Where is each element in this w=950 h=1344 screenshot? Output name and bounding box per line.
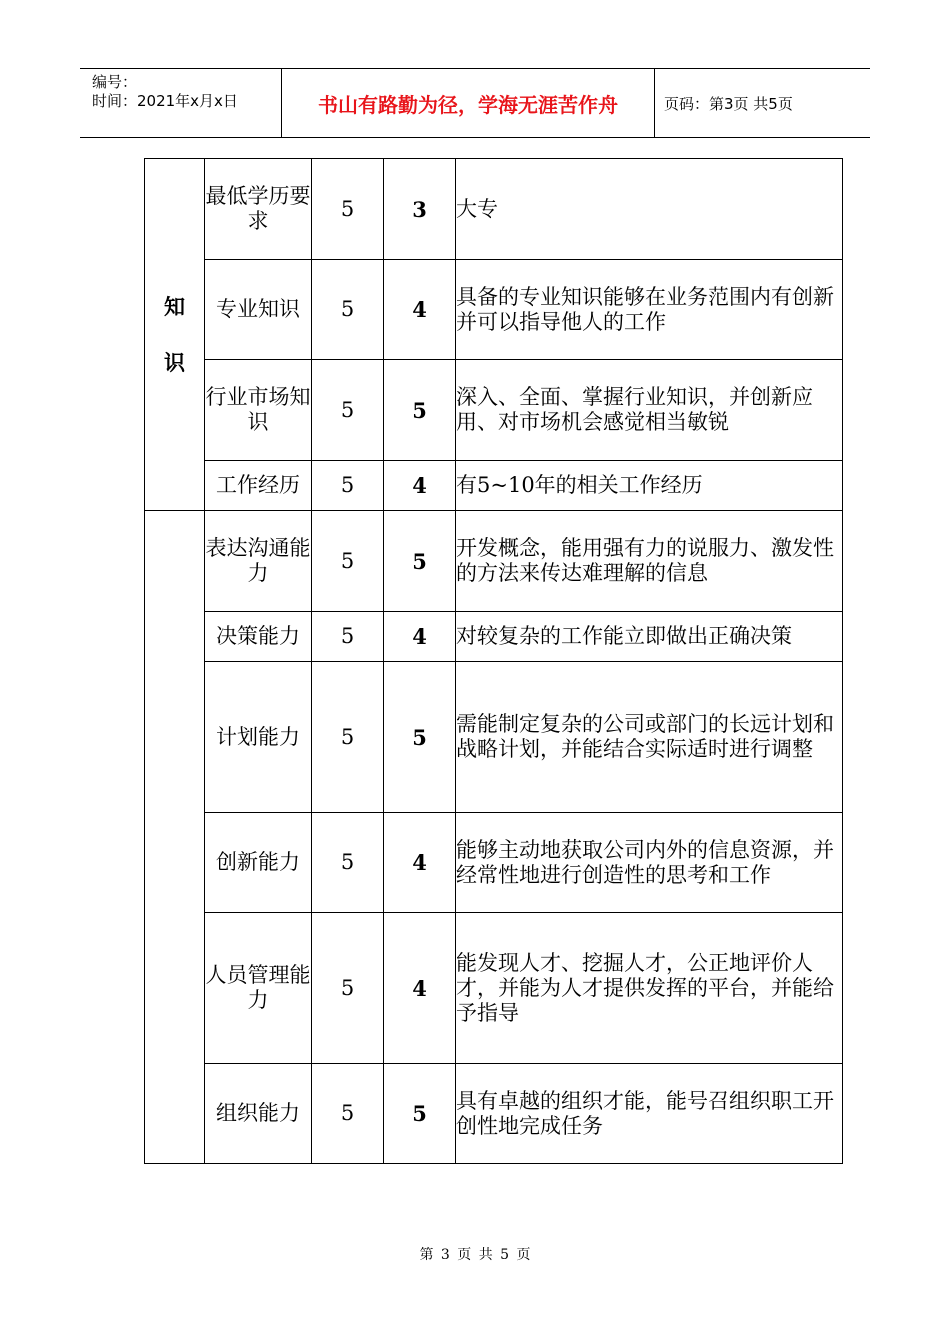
table-row	[145, 662, 843, 813]
description-cell: 具备的专业知识能够在业务范围内有创新并可以指导他人的工作	[456, 260, 843, 360]
description-cell: 有5~10年的相关工作经历	[456, 461, 843, 511]
score-cell: 5	[384, 662, 456, 813]
competency-table	[144, 158, 843, 1164]
description-cell: 能发现人才、挖掘人才，公正地评价人才，并能为人才提供发挥的平台，并能给予指导	[456, 913, 843, 1064]
description-cell: 具有卓越的组织才能，能号召组织职工开创性地完成任务	[456, 1064, 843, 1164]
item-cell: 决策能力	[205, 612, 312, 662]
item-cell: 工作经历	[205, 461, 312, 511]
table-row	[145, 461, 843, 511]
description-cell: 对较复杂的工作能立即做出正确决策	[456, 612, 843, 662]
max-score-cell: 5	[312, 612, 384, 662]
header-meta	[80, 69, 281, 137]
max-score-cell: 5	[312, 662, 384, 813]
page-header	[80, 68, 870, 138]
score-cell: 3	[384, 159, 456, 260]
item-cell: 人员管理能力	[205, 913, 312, 1064]
category-cell	[145, 159, 205, 511]
document-number-label: 编号：	[92, 73, 138, 91]
description-cell: 需能制定复杂的公司或部门的长远计划和战略计划，并能结合实际适时进行调整	[456, 662, 843, 813]
max-score-cell: 5	[312, 260, 384, 360]
table-row	[145, 813, 843, 913]
header-page-info: 页码：第3页 共5页	[664, 94, 793, 113]
table-row	[145, 260, 843, 360]
item-cell: 专业知识	[205, 260, 312, 360]
max-score-cell: 5	[312, 913, 384, 1064]
score-cell: 4	[384, 260, 456, 360]
table-row	[145, 612, 843, 662]
max-score-cell: 5	[312, 360, 384, 461]
table-row	[145, 159, 843, 260]
max-score-cell: 5	[312, 461, 384, 511]
score-cell: 4	[384, 813, 456, 913]
item-cell: 组织能力	[205, 1064, 312, 1164]
description-cell: 深入、全面、掌握行业知识，并创新应用、对市场机会感觉相当敏锐	[456, 360, 843, 461]
item-cell: 创新能力	[205, 813, 312, 913]
item-cell: 行业市场知识	[205, 360, 312, 461]
score-cell: 5	[384, 1064, 456, 1164]
item-cell: 最低学历要求	[205, 159, 312, 260]
description-cell: 大专	[456, 159, 843, 260]
max-score-cell: 5	[312, 1064, 384, 1164]
max-score-cell: 5	[312, 159, 384, 260]
document-time-label: 时间：2021年x月x日	[92, 92, 238, 110]
category-label: 知识	[163, 294, 185, 375]
score-cell: 4	[384, 913, 456, 1064]
item-cell: 计划能力	[205, 662, 312, 813]
header-motto: 书山有路勤为径，学海无涯苦作舟	[281, 69, 655, 137]
max-score-cell: 5	[312, 813, 384, 913]
table-row	[145, 913, 843, 1064]
description-cell: 能够主动地获取公司内外的信息资源，并经常性地进行创造性的思考和工作	[456, 813, 843, 913]
score-cell: 5	[384, 511, 456, 612]
page-footer: 第 3 页 共 5 页	[419, 1247, 531, 1263]
max-score-cell: 5	[312, 511, 384, 612]
table-row	[145, 1064, 843, 1164]
score-cell: 4	[384, 461, 456, 511]
item-cell: 表达沟通能力	[205, 511, 312, 612]
table-row	[145, 511, 843, 612]
table-row	[145, 360, 843, 461]
score-cell: 4	[384, 612, 456, 662]
category-cell	[145, 511, 205, 1164]
score-cell: 5	[384, 360, 456, 461]
description-cell: 开发概念，能用强有力的说服力、激发性的方法来传达难理解的信息	[456, 511, 843, 612]
